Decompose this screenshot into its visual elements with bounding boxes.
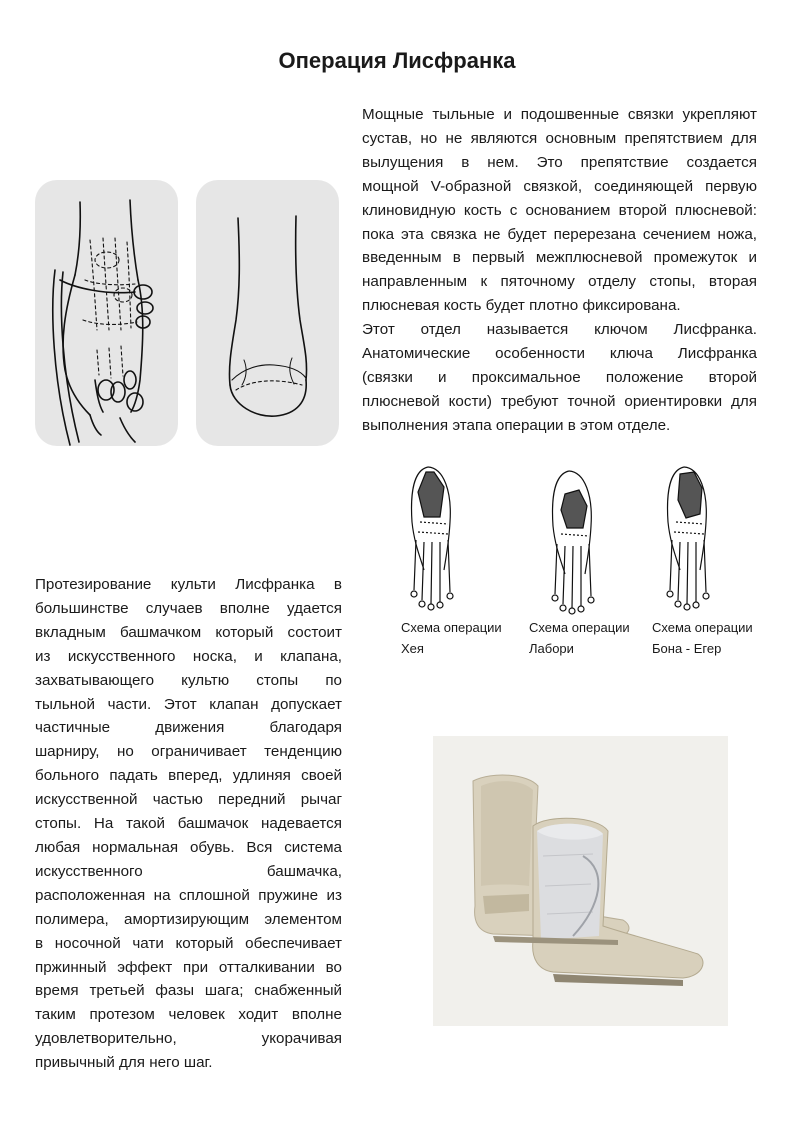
caption-line: Схема операции xyxy=(401,620,502,635)
text-line: введенным в первый межплюсневой промежуток и xyxy=(362,249,757,267)
text-line: частичные движения благодаря xyxy=(35,719,342,737)
text-line: шарниру, но ограничивает тенденцию xyxy=(35,743,342,761)
text-line: большинстве случаев вполне удается xyxy=(35,599,342,617)
text-line: искусственного башмачка, xyxy=(35,862,342,880)
scheme-labori-diagram xyxy=(545,466,607,616)
anatomy-paragraph xyxy=(362,103,757,438)
text-line: стопы. На такой башмачок надевается xyxy=(35,815,342,833)
caption-line: Лабори xyxy=(529,641,574,656)
stump-drawing xyxy=(196,180,339,446)
text-line: искусственной частью передний рычаг xyxy=(35,791,342,809)
text-line: плюсневая кость будет плотно фиксирована. xyxy=(362,297,681,315)
scheme-caption-labori xyxy=(529,617,630,659)
text-line: время третьей фазы шага; снабженный xyxy=(35,982,342,1000)
text-line: захватывающего культю стопы по xyxy=(35,671,342,689)
text-line: больного падать вперед, удлиняя своей xyxy=(35,767,342,785)
text-line: в носочной чати который обеспечивает xyxy=(35,934,342,952)
text-line: клиновидную кость с основанием второй плюсневой: xyxy=(362,201,757,219)
foot-dorsal-drawing xyxy=(35,180,178,446)
text-line: удовлетворительно, укорачивая xyxy=(35,1030,342,1048)
text-line: привычный для него шаг. xyxy=(35,1054,213,1072)
caption-line: Бона - Егер xyxy=(652,641,722,656)
text-line: Этот отдел называется ключом Лисфранка. xyxy=(362,321,757,339)
scheme-caption-bona-eger xyxy=(652,617,753,659)
text-line: сустав, но не являются основным препятствием для xyxy=(362,129,757,147)
scheme-bona-eger-diagram xyxy=(660,462,722,612)
text-line: расположенная на сплошной пружине из xyxy=(35,886,342,904)
caption-line: Схема операции xyxy=(652,620,753,635)
text-line: выполнения этапа операции в этом отделе. xyxy=(362,416,671,434)
text-line: Анатомические особенности ключа Лисфранка xyxy=(362,345,757,363)
text-line: направленным к пяточному отделу стопы, вторая xyxy=(362,273,757,291)
text-line: вылущения в нем. Это препятствие создается xyxy=(362,153,757,171)
foot-stump-panel xyxy=(196,180,339,446)
text-line: таким протезом человек ходит вполне xyxy=(35,1006,342,1024)
page-title: Операция Лисфранка xyxy=(278,48,516,73)
text-line: Мощные тыльные и подошвенные связки укрепляют xyxy=(362,106,757,123)
caption-line: Схема операции xyxy=(529,620,630,635)
text-line: пока эта связка не будет перерезана сечением ножа, xyxy=(362,225,757,243)
caption-line: Хея xyxy=(401,641,424,656)
scheme-hey-diagram xyxy=(404,462,466,612)
prosthesis-photo xyxy=(433,736,728,1026)
prosthesis-paragraph xyxy=(35,573,342,1075)
text-line: любая нормальная обувь. Вся система xyxy=(35,838,342,856)
text-line: мощной V-образной связкой, соединяющей первую xyxy=(362,177,757,195)
text-line: вкладным башмачком который состоит xyxy=(35,623,342,641)
text-line: Протезирование культи Лисфранка в xyxy=(35,576,342,593)
text-line: из искусственного носка, и клапана, xyxy=(35,647,342,665)
text-line: плюсневой кости) требуют точной ориентировки для xyxy=(362,392,757,410)
text-line: пржинный эффект при отталкивании во xyxy=(35,958,342,976)
text-line: тыльной части. Этот клапан допускает xyxy=(35,695,342,713)
foot-incision-panel xyxy=(35,180,178,446)
text-line: полимера, амортизирующим элементом xyxy=(35,910,342,928)
text-line: (связки и проксимальное положение второй xyxy=(362,368,757,386)
scheme-caption-hey xyxy=(401,617,502,659)
